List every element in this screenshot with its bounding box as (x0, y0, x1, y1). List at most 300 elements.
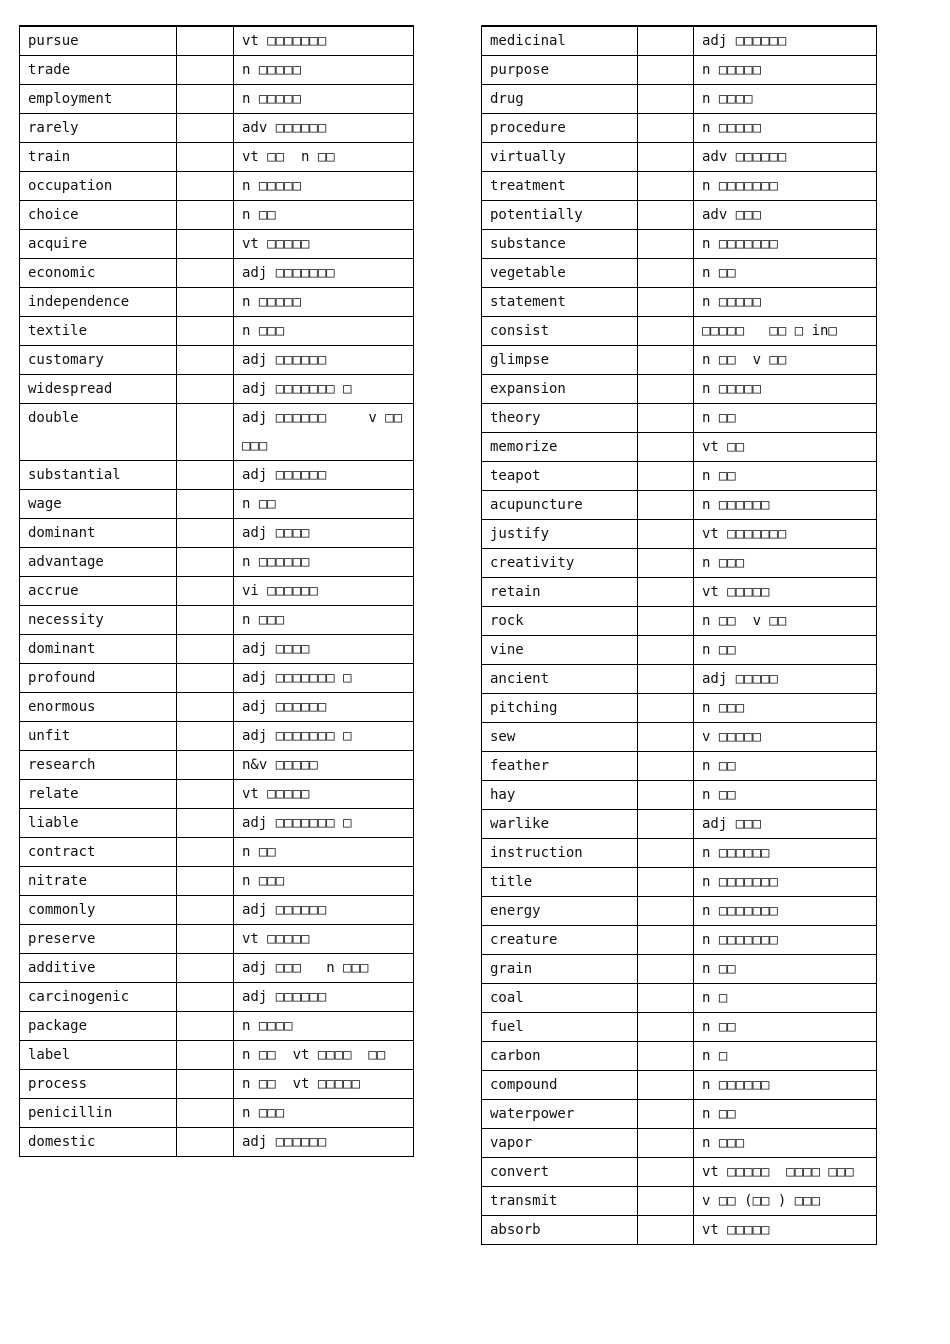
vocab-word: liable (20, 809, 177, 838)
vocab-blank-cell (177, 780, 234, 809)
vocab-row (20, 693, 414, 722)
vocab-row (20, 1070, 414, 1099)
vocab-definition: n □ (694, 1042, 877, 1071)
vocab-definition: n □□□ (694, 549, 877, 578)
vocab-blank-cell (177, 664, 234, 693)
vocab-row (482, 955, 877, 984)
vocab-word: vegetable (482, 259, 638, 288)
vocab-row (482, 1216, 877, 1245)
vocab-blank-cell (638, 317, 694, 346)
vocab-word: double (20, 404, 177, 461)
vocab-blank-cell (177, 85, 234, 114)
vocab-blank-cell (177, 346, 234, 375)
vocab-definition: n □□□□ (694, 85, 877, 114)
vocab-blank-cell (177, 288, 234, 317)
vocab-row (20, 1099, 414, 1128)
vocab-row (20, 606, 414, 635)
vocab-blank-cell (638, 926, 694, 955)
vocab-definition: n □□□ (694, 694, 877, 723)
vocab-word: penicillin (20, 1099, 177, 1128)
vocab-blank-cell (177, 519, 234, 548)
vocab-definition: n □□ (694, 752, 877, 781)
vocab-row (20, 867, 414, 896)
vocab-word: rock (482, 607, 638, 636)
vocab-blank-cell (638, 723, 694, 752)
vocab-word: energy (482, 897, 638, 926)
vocab-definition: n □□ (234, 201, 414, 230)
vocab-word: retain (482, 578, 638, 607)
vocab-row (20, 375, 414, 404)
vocab-definition: adv □□□□□□ (694, 143, 877, 172)
vocab-row (20, 548, 414, 577)
vocab-blank-cell (638, 491, 694, 520)
vocab-blank-cell (638, 636, 694, 665)
vocab-definition: vt □□□□□ □□□□ □□□ (694, 1158, 877, 1187)
vocab-blank-cell (638, 549, 694, 578)
vocab-row (482, 926, 877, 955)
vocab-blank-cell (177, 635, 234, 664)
vocab-word: theory (482, 404, 638, 433)
vocab-row (482, 1042, 877, 1071)
vocab-word: potentially (482, 201, 638, 230)
vocab-word: preserve (20, 925, 177, 954)
vocab-word: dominant (20, 635, 177, 664)
vocab-definition: vt □□□□□ (694, 1216, 877, 1245)
vocab-blank-cell (638, 839, 694, 868)
vocab-definition: v □□ (□□ ) □□□ (694, 1187, 877, 1216)
vocab-word: nitrate (20, 867, 177, 896)
vocab-row (20, 809, 414, 838)
vocab-definition: adj □□□□□□ v □□□□□ (234, 404, 414, 461)
vocab-blank-cell (177, 954, 234, 983)
vocab-blank-cell (638, 85, 694, 114)
vocab-blank-cell (638, 259, 694, 288)
vocab-word: process (20, 1070, 177, 1099)
vocab-definition: n □□□□□□□ (694, 926, 877, 955)
vocab-row (482, 1129, 877, 1158)
vocab-word: package (20, 1012, 177, 1041)
vocab-definition: n □□ vt □□□□ □□ (234, 1041, 414, 1070)
vocabulary-table-right-body (482, 26, 877, 1245)
vocab-definition: n □□□□□□□ (694, 172, 877, 201)
vocab-row (482, 85, 877, 114)
vocab-blank-cell (177, 693, 234, 722)
vocab-definition: adj □□□□□□□ □ (234, 664, 414, 693)
vocab-definition: adj □□□□□□ (234, 346, 414, 375)
vocab-word: commonly (20, 896, 177, 925)
vocab-blank-cell (177, 461, 234, 490)
vocab-blank-cell (177, 1128, 234, 1157)
vocab-blank-cell (177, 490, 234, 519)
vocab-blank-cell (177, 259, 234, 288)
vocab-row (20, 317, 414, 346)
vocab-row (482, 259, 877, 288)
vocab-blank-cell (177, 1099, 234, 1128)
vocab-word: additive (20, 954, 177, 983)
vocabulary-table-left-body (20, 26, 414, 1157)
vocab-blank-cell (638, 1129, 694, 1158)
vocab-definition: adj □□□□□□ (234, 983, 414, 1012)
vocab-word: carcinogenic (20, 983, 177, 1012)
vocab-row (20, 1128, 414, 1157)
vocab-word: unfit (20, 722, 177, 751)
vocab-blank-cell (638, 694, 694, 723)
vocab-word: title (482, 868, 638, 897)
vocab-definition: n □ (694, 984, 877, 1013)
vocab-row (482, 230, 877, 259)
vocab-blank-cell (638, 375, 694, 404)
vocab-row (20, 201, 414, 230)
vocab-definition: adj □□□□□□ (694, 26, 877, 56)
vocab-definition: n □□□□□□ (694, 491, 877, 520)
vocab-row (482, 404, 877, 433)
vocab-blank-cell (177, 751, 234, 780)
vocab-word: accrue (20, 577, 177, 606)
vocab-definition: n □□□□□ (694, 114, 877, 143)
vocab-row (20, 519, 414, 548)
vocab-row (482, 1158, 877, 1187)
vocab-word: creativity (482, 549, 638, 578)
vocab-word: compound (482, 1071, 638, 1100)
vocab-word: teapot (482, 462, 638, 491)
vocab-definition: adj □□□□□□ (234, 896, 414, 925)
vocab-definition: v □□□□□ (694, 723, 877, 752)
vocab-word: absorb (482, 1216, 638, 1245)
vocab-blank-cell (638, 1158, 694, 1187)
vocab-row (482, 578, 877, 607)
vocab-definition: n □□ v □□ (694, 607, 877, 636)
vocab-row (482, 56, 877, 85)
vocab-word: wage (20, 490, 177, 519)
vocab-word: virtually (482, 143, 638, 172)
vocab-definition: adj □□□□□□□ (234, 259, 414, 288)
vocab-blank-cell (177, 404, 234, 461)
vocab-word: procedure (482, 114, 638, 143)
vocab-word: glimpse (482, 346, 638, 375)
vocab-row (20, 346, 414, 375)
vocab-row (482, 26, 877, 56)
vocab-word: substantial (20, 461, 177, 490)
vocab-word: instruction (482, 839, 638, 868)
vocab-blank-cell (638, 1013, 694, 1042)
vocab-definition: vt □□ (694, 433, 877, 462)
vocab-row (20, 56, 414, 85)
vocab-word: trade (20, 56, 177, 85)
vocab-definition: n □□ vt □□□□□ (234, 1070, 414, 1099)
vocab-blank-cell (177, 577, 234, 606)
vocabulary-table-left (19, 25, 414, 1157)
vocab-row (20, 259, 414, 288)
vocabulary-table-right (481, 25, 877, 1245)
vocab-blank-cell (638, 56, 694, 85)
vocab-blank-cell (638, 404, 694, 433)
vocab-row (482, 346, 877, 375)
vocab-definition: n □□ (234, 490, 414, 519)
vocab-word: pitching (482, 694, 638, 723)
vocab-row (482, 1187, 877, 1216)
vocab-row (20, 896, 414, 925)
vocab-word: enormous (20, 693, 177, 722)
vocab-row (20, 983, 414, 1012)
vocab-word: vine (482, 636, 638, 665)
vocab-word: warlike (482, 810, 638, 839)
vocab-blank-cell (638, 665, 694, 694)
vocab-row (20, 664, 414, 693)
vocab-word: drug (482, 85, 638, 114)
vocab-word: hay (482, 781, 638, 810)
vocab-word: rarely (20, 114, 177, 143)
vocab-blank-cell (638, 346, 694, 375)
vocab-row (20, 925, 414, 954)
vocab-word: occupation (20, 172, 177, 201)
vocab-blank-cell (177, 1012, 234, 1041)
vocab-blank-cell (177, 114, 234, 143)
vocab-definition: vt □□□□□ (694, 578, 877, 607)
vocab-word: carbon (482, 1042, 638, 1071)
vocab-word: widespread (20, 375, 177, 404)
vocab-row (482, 665, 877, 694)
vocab-row (482, 636, 877, 665)
vocab-blank-cell (177, 606, 234, 635)
vocab-word: economic (20, 259, 177, 288)
vocab-definition: n □□ (234, 838, 414, 867)
vocab-blank-cell (638, 114, 694, 143)
vocab-word: fuel (482, 1013, 638, 1042)
vocab-row (482, 172, 877, 201)
vocab-definition: n □□ (694, 259, 877, 288)
vocab-word: domestic (20, 1128, 177, 1157)
vocab-blank-cell (177, 983, 234, 1012)
vocab-word: acquire (20, 230, 177, 259)
vocab-row (482, 607, 877, 636)
vocab-blank-cell (638, 578, 694, 607)
vocab-definition: n □□□ (234, 1099, 414, 1128)
vocab-blank-cell (638, 752, 694, 781)
vocab-row (482, 520, 877, 549)
vocab-row (482, 317, 877, 346)
vocab-word: treatment (482, 172, 638, 201)
vocab-definition: vt □□□□□□□ (234, 26, 414, 56)
vocab-definition: adj □□□□ (234, 519, 414, 548)
vocab-word: grain (482, 955, 638, 984)
vocab-word: expansion (482, 375, 638, 404)
vocab-word: employment (20, 85, 177, 114)
vocab-row (482, 984, 877, 1013)
vocab-definition: n □□ (694, 636, 877, 665)
vocab-blank-cell (638, 1100, 694, 1129)
vocab-blank-cell (177, 375, 234, 404)
vocab-row (20, 85, 414, 114)
vocab-definition: n □□ (694, 1013, 877, 1042)
vocab-definition: n □□ (694, 955, 877, 984)
vocab-definition: vt □□□□□ (234, 925, 414, 954)
vocab-blank-cell (638, 143, 694, 172)
vocab-blank-cell (177, 548, 234, 577)
vocab-definition: n □□□□□ (694, 288, 877, 317)
vocab-definition: vt □□□□□ (234, 780, 414, 809)
vocab-word: substance (482, 230, 638, 259)
vocab-blank-cell (638, 433, 694, 462)
vocab-definition: adj □□□□ (234, 635, 414, 664)
vocab-definition: □□□□□ □□ □ in□ (694, 317, 877, 346)
vocab-word: necessity (20, 606, 177, 635)
vocab-blank-cell (638, 201, 694, 230)
vocab-definition: n □□□□□ (694, 375, 877, 404)
vocab-word: advantage (20, 548, 177, 577)
vocab-row (20, 780, 414, 809)
vocab-word: justify (482, 520, 638, 549)
vocab-row (482, 839, 877, 868)
vocab-blank-cell (177, 317, 234, 346)
vocab-row (482, 781, 877, 810)
vocab-blank-cell (177, 230, 234, 259)
vocab-row (482, 694, 877, 723)
vocab-definition: vt □□□□□□□ (694, 520, 877, 549)
vocab-word: profound (20, 664, 177, 693)
vocab-definition: n □□□□□ (234, 172, 414, 201)
vocab-definition: n □□ (694, 462, 877, 491)
vocab-blank-cell (638, 230, 694, 259)
vocab-row (482, 143, 877, 172)
vocab-definition: n □□□□□□□ (694, 897, 877, 926)
vocab-word: acupuncture (482, 491, 638, 520)
vocab-blank-cell (638, 1216, 694, 1245)
vocab-word: waterpower (482, 1100, 638, 1129)
vocab-row (482, 462, 877, 491)
vocab-word: feather (482, 752, 638, 781)
vocab-blank-cell (638, 810, 694, 839)
vocab-word: convert (482, 1158, 638, 1187)
vocab-word: train (20, 143, 177, 172)
vocab-definition: n □□□□□ (234, 85, 414, 114)
vocab-word: sew (482, 723, 638, 752)
vocab-row (482, 1100, 877, 1129)
vocab-word: memorize (482, 433, 638, 462)
vocab-row (482, 723, 877, 752)
vocab-definition: n □□□ (694, 1129, 877, 1158)
vocab-definition: n □□□□□ (234, 56, 414, 85)
vocab-definition: adj □□□ n □□□ (234, 954, 414, 983)
vocab-row (482, 868, 877, 897)
vocab-word: transmit (482, 1187, 638, 1216)
vocab-blank-cell (638, 955, 694, 984)
vocab-definition: n □□ v □□ (694, 346, 877, 375)
vocab-blank-cell (638, 462, 694, 491)
vocab-definition: n □□ (694, 1100, 877, 1129)
vocab-definition: n □□□□ (234, 1012, 414, 1041)
vocab-word: pursue (20, 26, 177, 56)
vocab-definition: n □□□□□□ (694, 839, 877, 868)
vocab-blank-cell (638, 1071, 694, 1100)
vocab-definition: n □□□ (234, 317, 414, 346)
vocab-row (20, 1012, 414, 1041)
vocab-word: consist (482, 317, 638, 346)
vocab-blank-cell (177, 1041, 234, 1070)
vocab-blank-cell (638, 1042, 694, 1071)
vocab-blank-cell (177, 143, 234, 172)
vocab-definition: n&v □□□□□ (234, 751, 414, 780)
vocab-word: customary (20, 346, 177, 375)
vocab-row (482, 491, 877, 520)
vocab-definition: n □□□□□□□ (694, 868, 877, 897)
vocab-definition: n □□□□□ (234, 288, 414, 317)
vocab-word: coal (482, 984, 638, 1013)
vocab-definition: n □□□□□□□ (694, 230, 877, 259)
vocab-definition: n □□□□□□ (234, 548, 414, 577)
vocab-definition: adj □□□ (694, 810, 877, 839)
vocab-definition: adj □□□□□□□ □ (234, 375, 414, 404)
vocab-definition: adj □□□□□□ (234, 461, 414, 490)
vocab-row (20, 26, 414, 56)
vocab-word: independence (20, 288, 177, 317)
vocab-row (482, 810, 877, 839)
vocab-row (20, 1041, 414, 1070)
vocab-word: contract (20, 838, 177, 867)
vocab-row (482, 288, 877, 317)
vocab-row (482, 549, 877, 578)
vocab-blank-cell (177, 26, 234, 56)
vocab-row (482, 1013, 877, 1042)
vocab-definition: adj □□□□□□ (234, 693, 414, 722)
vocab-blank-cell (177, 896, 234, 925)
vocab-blank-cell (638, 897, 694, 926)
vocab-row (20, 838, 414, 867)
vocab-blank-cell (638, 607, 694, 636)
vocab-word: statement (482, 288, 638, 317)
vocab-blank-cell (638, 781, 694, 810)
vocab-row (482, 201, 877, 230)
vocab-row (20, 635, 414, 664)
vocab-blank-cell (177, 722, 234, 751)
vocab-definition: vi □□□□□□ (234, 577, 414, 606)
vocab-word: label (20, 1041, 177, 1070)
vocab-definition: adj □□□□□ (694, 665, 877, 694)
vocab-word: research (20, 751, 177, 780)
vocab-definition: n □□ (694, 404, 877, 433)
vocab-row (20, 288, 414, 317)
vocab-definition: n □□□□□□ (694, 1071, 877, 1100)
vocab-row (482, 433, 877, 462)
vocab-definition: adj □□□□□□□ □ (234, 809, 414, 838)
vocab-row (20, 230, 414, 259)
vocab-row (20, 404, 414, 461)
vocab-row (20, 751, 414, 780)
vocab-row (20, 954, 414, 983)
vocab-word: purpose (482, 56, 638, 85)
vocab-blank-cell (638, 172, 694, 201)
vocab-definition: n □□□ (234, 867, 414, 896)
vocab-blank-cell (638, 984, 694, 1013)
vocab-blank-cell (638, 1187, 694, 1216)
vocab-row (20, 172, 414, 201)
vocab-definition: adv □□□□□□ (234, 114, 414, 143)
vocab-blank-cell (638, 288, 694, 317)
vocab-word: dominant (20, 519, 177, 548)
vocab-row (20, 461, 414, 490)
vocab-row (482, 752, 877, 781)
vocab-blank-cell (177, 1070, 234, 1099)
vocab-definition: n □□ (694, 781, 877, 810)
vocab-word: medicinal (482, 26, 638, 56)
vocab-blank-cell (177, 809, 234, 838)
vocab-row (482, 897, 877, 926)
vocab-blank-cell (177, 56, 234, 85)
vocab-row (20, 577, 414, 606)
vocab-definition: adv □□□ (694, 201, 877, 230)
vocab-word: relate (20, 780, 177, 809)
vocab-definition: n □□□ (234, 606, 414, 635)
vocab-word: ancient (482, 665, 638, 694)
